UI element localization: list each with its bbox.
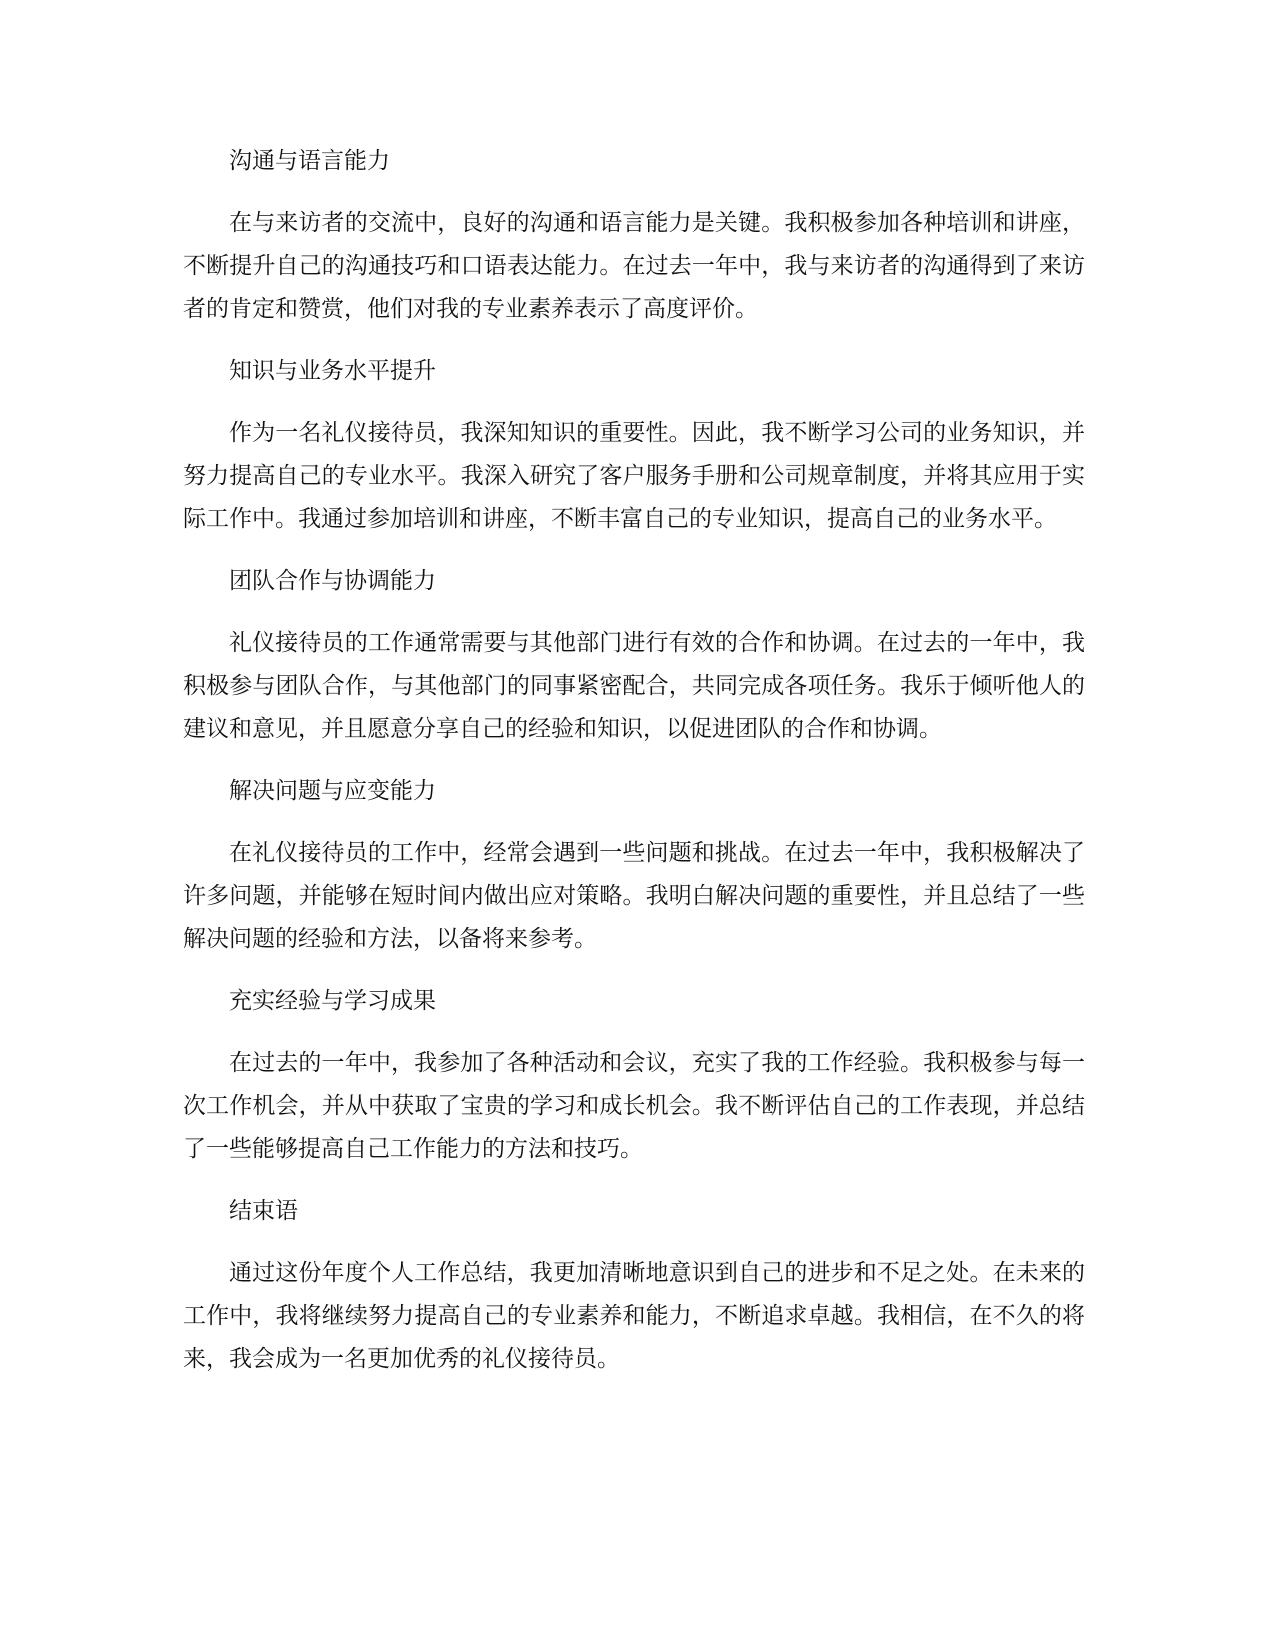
section-paragraph-problem-solving: 在礼仪接待员的工作中，经常会遇到一些问题和挑战。在过去一年中，我积极解决了许多问题，并能够在短时间内做出应对策略。我明白解决问题的重要性，并且总结了一些解决问题的经验和方法，以备将来参考。 <box>183 840 1085 952</box>
section-paragraph-teamwork: 礼仪接待员的工作通常需要与其他部门进行有效的合作和协调。在过去的一年中，我积极参与团队合作，与其他部门的同事紧密配合，共同完成各项任务。我乐于倾听他人的建议和意见，并且愿意分享自己的经验和知识，以促进团队的合作和协调。 <box>183 630 1085 742</box>
section-heading-problem-solving: 解决问题与应变能力 <box>229 778 436 804</box>
section-heading-conclusion: 结束语 <box>229 1198 298 1224</box>
section-paragraph-conclusion: 通过这份年度个人工作总结，我更加清晰地意识到自己的进步和不足之处。在未来的工作中，我将继续努力提高自己的专业素养和能力，不断追求卓越。我相信，在不久的将来，我会成为一名更加优秀的礼仪接待员。 <box>183 1260 1085 1372</box>
section-paragraph-experience: 在过去的一年中，我参加了各种活动和会议，充实了我的工作经验。我积极参与每一次工作机会，并从中获取了宝贵的学习和成长机会。我不断评估自己的工作表现，并总结了一些能够提高自己工作能力的方法和技巧。 <box>183 1050 1085 1162</box>
section-heading-teamwork: 团队合作与协调能力 <box>229 568 436 594</box>
section-paragraph-communication: 在与来访者的交流中，良好的沟通和语言能力是关键。我积极参加各种培训和讲座，不断提升自己的沟通技巧和口语表达能力。在过去一年中，我与来访者的沟通得到了来访者的肯定和赞赏，他们对我的专业素养表示了高度评价。 <box>183 210 1085 322</box>
section-heading-communication: 沟通与语言能力 <box>229 148 390 174</box>
section-heading-knowledge: 知识与业务水平提升 <box>229 358 436 384</box>
section-heading-experience: 充实经验与学习成果 <box>229 988 436 1014</box>
section-paragraph-knowledge: 作为一名礼仪接待员，我深知知识的重要性。因此，我不断学习公司的业务知识，并努力提高自己的专业水平。我深入研究了客户服务手册和公司规章制度，并将其应用于实际工作中。我通过参加培训和讲座，不断丰富自己的专业知识，提高自己的业务水平。 <box>183 420 1085 532</box>
document-body <box>183 140 1085 1400</box>
